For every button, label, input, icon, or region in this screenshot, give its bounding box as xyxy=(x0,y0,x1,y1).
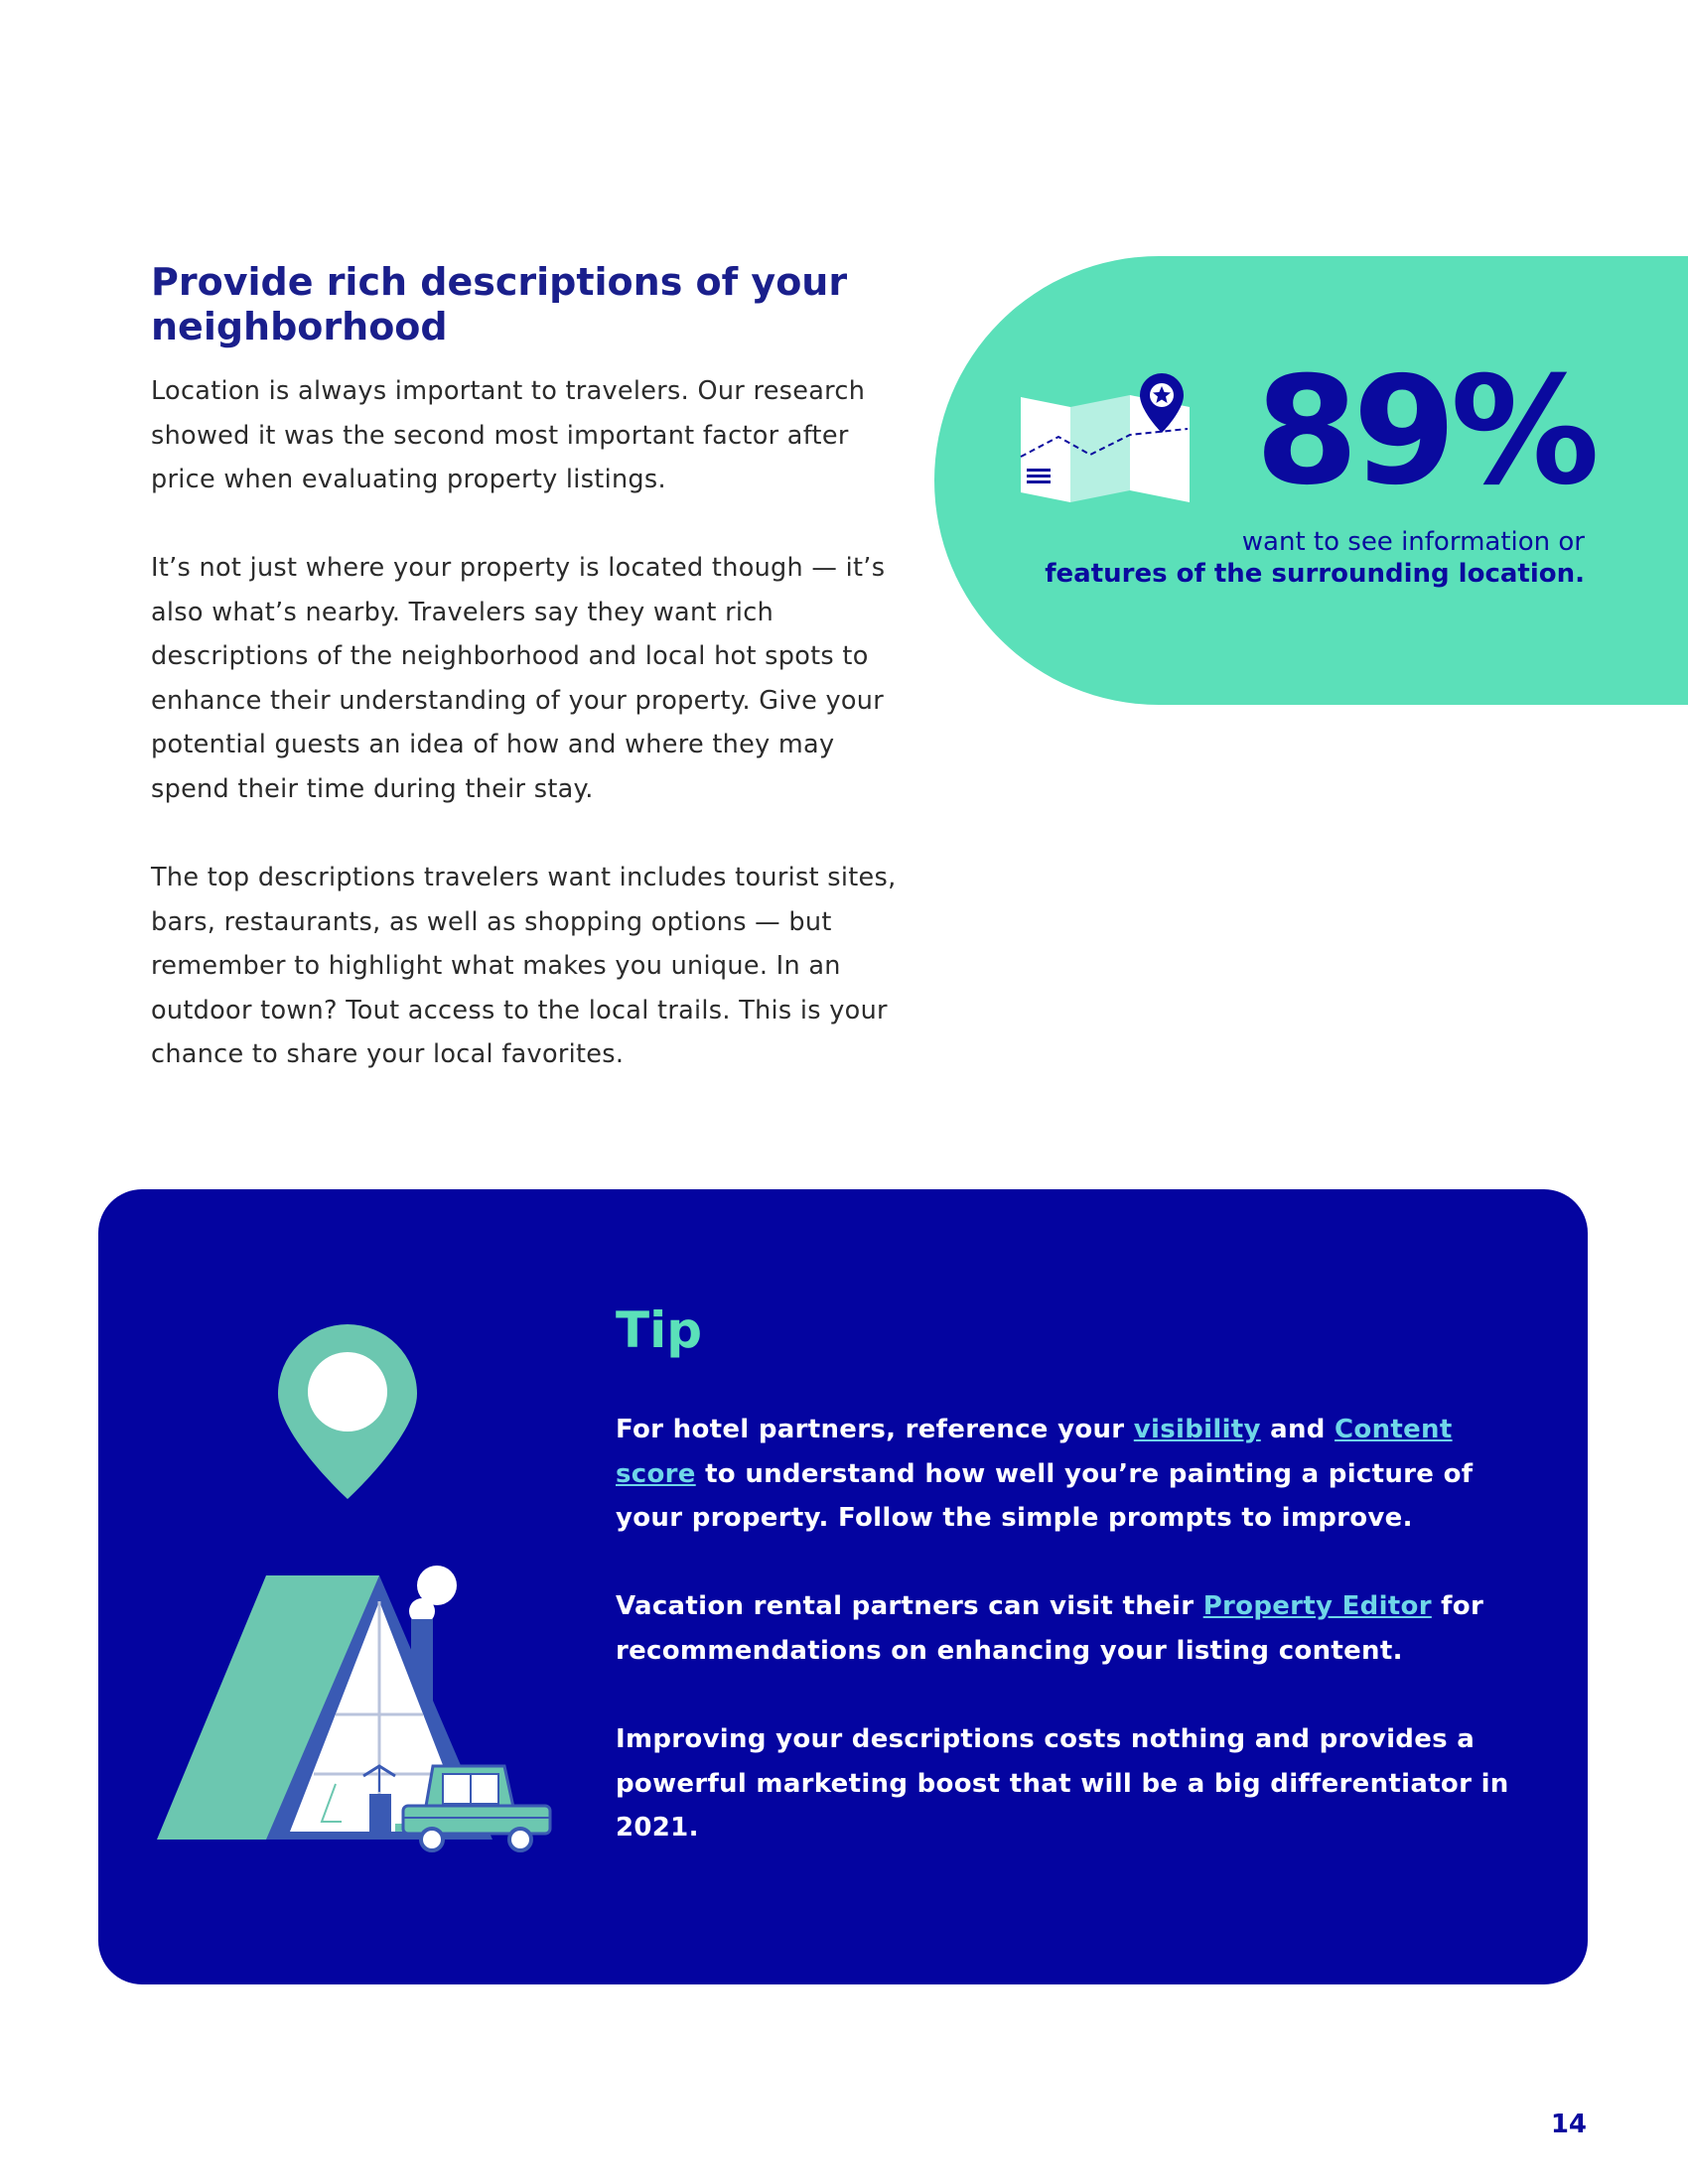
paragraph-whats-nearby: It’s not just where your property is located though — it’s also what’s nearby. Travelers say they want rich descriptions of the neighborhood and local hot spots to enhance their understanding of your property. Give your potential guests an idea of how and where they may spend their time during their stay. xyxy=(151,553,886,804)
page-number: 14 xyxy=(1550,2110,1587,2139)
tip-text-segment: and xyxy=(1260,1415,1336,1444)
a-frame-cabin-with-car-illustration xyxy=(149,1564,556,1861)
tip-paragraph-vacation-rental xyxy=(616,1584,1519,1673)
folded-map-with-location-pin-icon xyxy=(1011,367,1199,508)
tip-paragraph-improving-descriptions: Improving your descriptions costs nothing and provides a powerful marketing boost that will be a big differentiator in 2021. xyxy=(616,1724,1509,1843)
location-pin-icon xyxy=(276,1322,419,1501)
content-score-link[interactable]: Content score xyxy=(616,1415,1453,1489)
stat-caption-line-2: features of the surrounding location. xyxy=(1045,559,1585,589)
section-title: Provide rich descriptions of your neighborhood xyxy=(151,260,848,348)
tip-title: Tip xyxy=(616,1301,703,1359)
tip-paragraph-hotel-partners xyxy=(616,1408,1519,1541)
stat-value: 89% xyxy=(1254,345,1594,518)
tip-text-segment: Vacation rental partners can visit their xyxy=(616,1591,1203,1621)
tip-text-segment: For hotel partners, reference your xyxy=(616,1415,1134,1444)
tip-text-segment: to understand how well you’re painting a picture of your property. Follow the simple prompts to improve. xyxy=(616,1458,1474,1533)
stat-caption-line-1: want to see information or xyxy=(1241,527,1585,557)
property-editor-link[interactable]: Property Editor xyxy=(1202,1591,1432,1621)
visibility-link[interactable]: visibility xyxy=(1133,1415,1261,1444)
tip-text-segment: for recommendations on enhancing your listing content. xyxy=(616,1591,1484,1666)
paragraph-top-descriptions: The top descriptions travelers want includes tourist sites, bars, restaurants, as well as shopping options — but remember to highlight what makes you unique. In an outdoor town? Tout access to the local trails. This is your chance to share your local favorites. xyxy=(151,863,897,1069)
paragraph-location-importance: Location is always important to travelers. Our research showed it was the second most important factor after price when evaluating property listings. xyxy=(151,376,866,494)
